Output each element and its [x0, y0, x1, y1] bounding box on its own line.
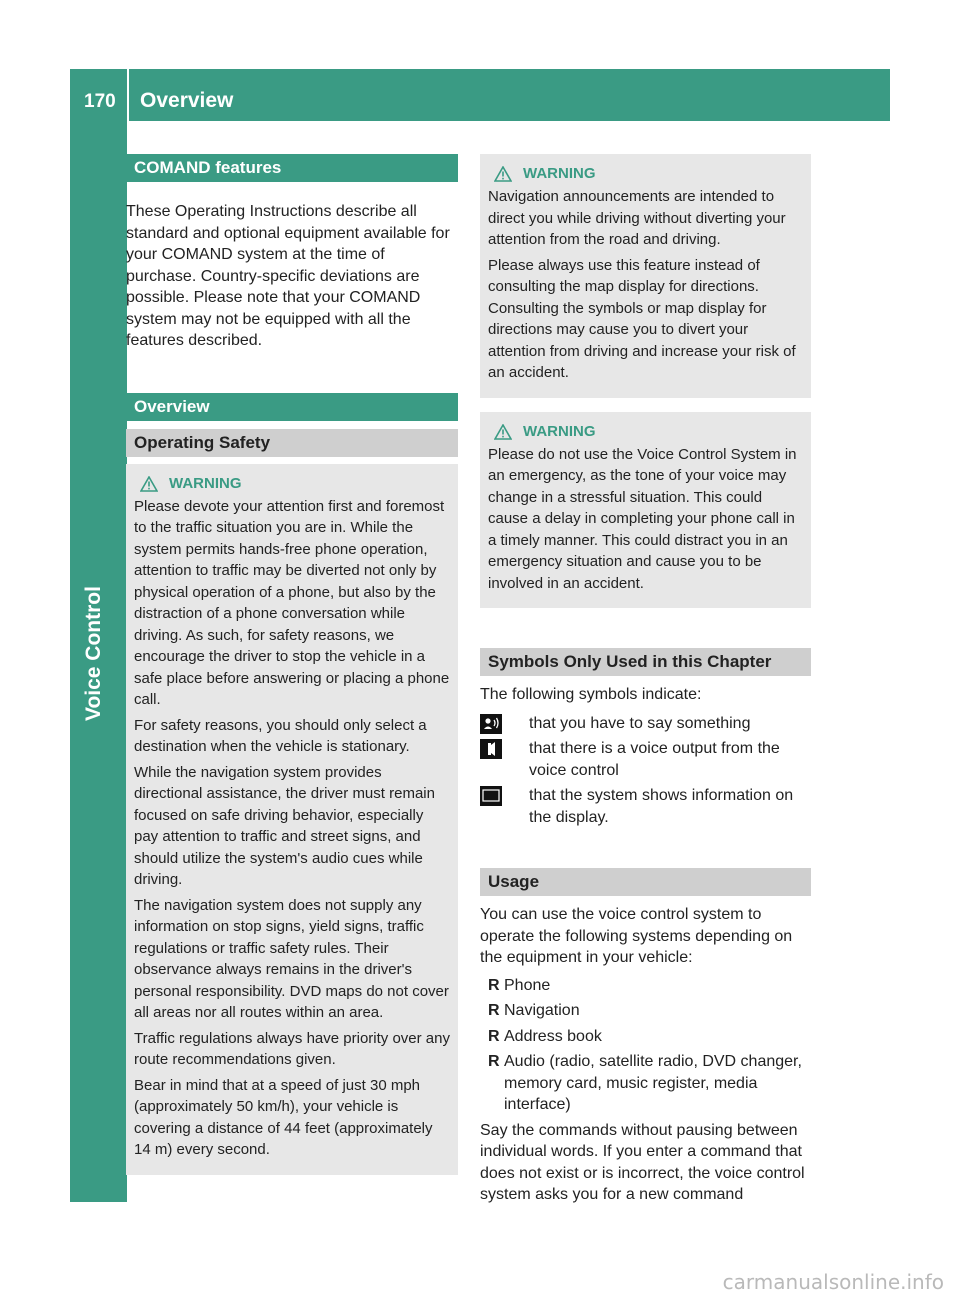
symbol-description: that you have to say something — [529, 714, 751, 732]
navigation-warning-box — [480, 154, 811, 398]
chapter-label: Voice Control — [82, 586, 105, 721]
page-number: 170 — [84, 91, 116, 112]
operating-safety-heading: Operating Safety — [126, 429, 458, 457]
warning-paragraph: Please do not use the Voice Control System in an emergency, as the tone of your voice may change in a stressful situation. This could cause a delay in completing your phone call in a timely manner. This could distract you in an emergency situation and cause you to be involved in an accident. — [488, 445, 797, 592]
page-title: Overview — [140, 89, 234, 112]
right-column — [480, 154, 811, 1206]
symbol-description: that the system shows information on the display. — [529, 787, 794, 826]
warning-header — [134, 472, 450, 496]
usage-heading: Usage — [480, 868, 811, 896]
list-item — [480, 1026, 811, 1048]
comand-features-heading: COMAND features — [126, 154, 458, 182]
symbol-description: that there is a voice output from the voice control — [529, 740, 780, 779]
usage-list — [480, 975, 811, 1116]
page-header — [70, 69, 890, 121]
chapter-side-tab — [70, 121, 127, 1202]
list-item-text: Audio (radio, satellite radio, DVD changer, memory card, music register, media interface) — [504, 1053, 802, 1113]
symbol-row — [480, 738, 811, 781]
warning-label: WARNING — [523, 165, 596, 182]
list-item — [480, 1051, 811, 1116]
header-divider — [127, 69, 129, 121]
symbols-intro: The following symbols indicate: — [480, 686, 702, 703]
symbols-heading: Symbols Only Used in this Chapter — [480, 648, 811, 676]
warning-header — [488, 420, 803, 444]
usage-outro: Say the commands without pausing between individual words. If you enter a command that does not exist or is incorrect, the voice control system asks you for a new command — [480, 1121, 805, 1203]
warning-paragraph: Traffic regulations always have priority over any route recommendations given. — [134, 1029, 450, 1068]
overview-heading: Overview — [126, 393, 458, 421]
warning-header — [488, 162, 803, 186]
watermark: carmanualsonline.info — [722, 1270, 944, 1294]
warning-paragraph: Navigation announcements are intended to direct you while driving without diverting your attention from the road and driving. — [488, 188, 786, 248]
warning-paragraph: While the navigation system provides directional assistance, the driver must remain focused on safe driving behavior, especially pay attention to traffic and street signs, and should utilize the system's audio cues while driving. — [134, 763, 435, 888]
symbol-row — [480, 713, 811, 735]
warning-label: WARNING — [523, 422, 596, 440]
left-column — [126, 154, 458, 1175]
warning-paragraph: For safety reasons, you should only select a destination when the vehicle is stationary. — [134, 716, 427, 755]
warning-triangle-icon — [494, 424, 512, 440]
warning-triangle-icon — [494, 166, 512, 182]
list-item — [480, 1000, 811, 1022]
display-icon — [480, 786, 502, 806]
warning-paragraph: Bear in mind that at a speed of just 30 mph (approximately 50 km/h), your vehicle is covering a distance of 44 feet (approximately 14 m) every second. — [134, 1076, 433, 1158]
emergency-warning-box — [480, 412, 811, 609]
list-item-text: Address book — [504, 1027, 602, 1045]
warning-label: WARNING — [169, 474, 242, 492]
voice-output-icon — [480, 739, 502, 759]
usage-intro: You can use the voice control system to operate the following systems depending on the equipment in your vehicle: — [480, 906, 793, 966]
symbol-row — [480, 785, 811, 828]
list-item-text: Navigation — [504, 1002, 580, 1019]
bullet-marker: R — [488, 1053, 500, 1070]
bullet-marker: R — [488, 1002, 500, 1019]
bullet-marker: R — [488, 976, 500, 994]
warning-paragraph: The navigation system does not supply any information on stop signs, yield signs, traffic regulations or traffic safety rules. Their observance always remains in the driver's personal responsibility. DVD maps do not cover all areas nor all routes within an area. — [134, 896, 449, 1021]
bullet-marker: R — [488, 1027, 500, 1045]
warning-paragraph: Please always use this feature instead of consulting the map display for directions. Consulting the symbols or map display for directions may cause you to divert your attention from driving and increase your risk of an accident. — [488, 256, 796, 381]
list-item-text: Phone — [504, 976, 551, 994]
safety-warning-box — [126, 464, 458, 1175]
list-item — [480, 975, 811, 997]
comand-features-text: These Operating Instructions describe all standard and optional equipment available for your COMAND system at the time of purchase. Country-specific deviations are possible. Please note that your COMAND system may not be equipped with all the features described. — [126, 203, 450, 349]
speak-icon — [480, 714, 502, 734]
warning-paragraph: Please devote your attention first and foremost to the traffic situation you are in. While the system permits hands-free phone operation, attention to traffic may be diverted not only by physical operation of a phone, but also by the distraction of a phone conversation while driving. As such, for safety reasons, we encourage the driver to stop the vehicle in a safe place before answering or placing a phone call. — [134, 497, 450, 708]
warning-triangle-icon — [140, 476, 158, 492]
